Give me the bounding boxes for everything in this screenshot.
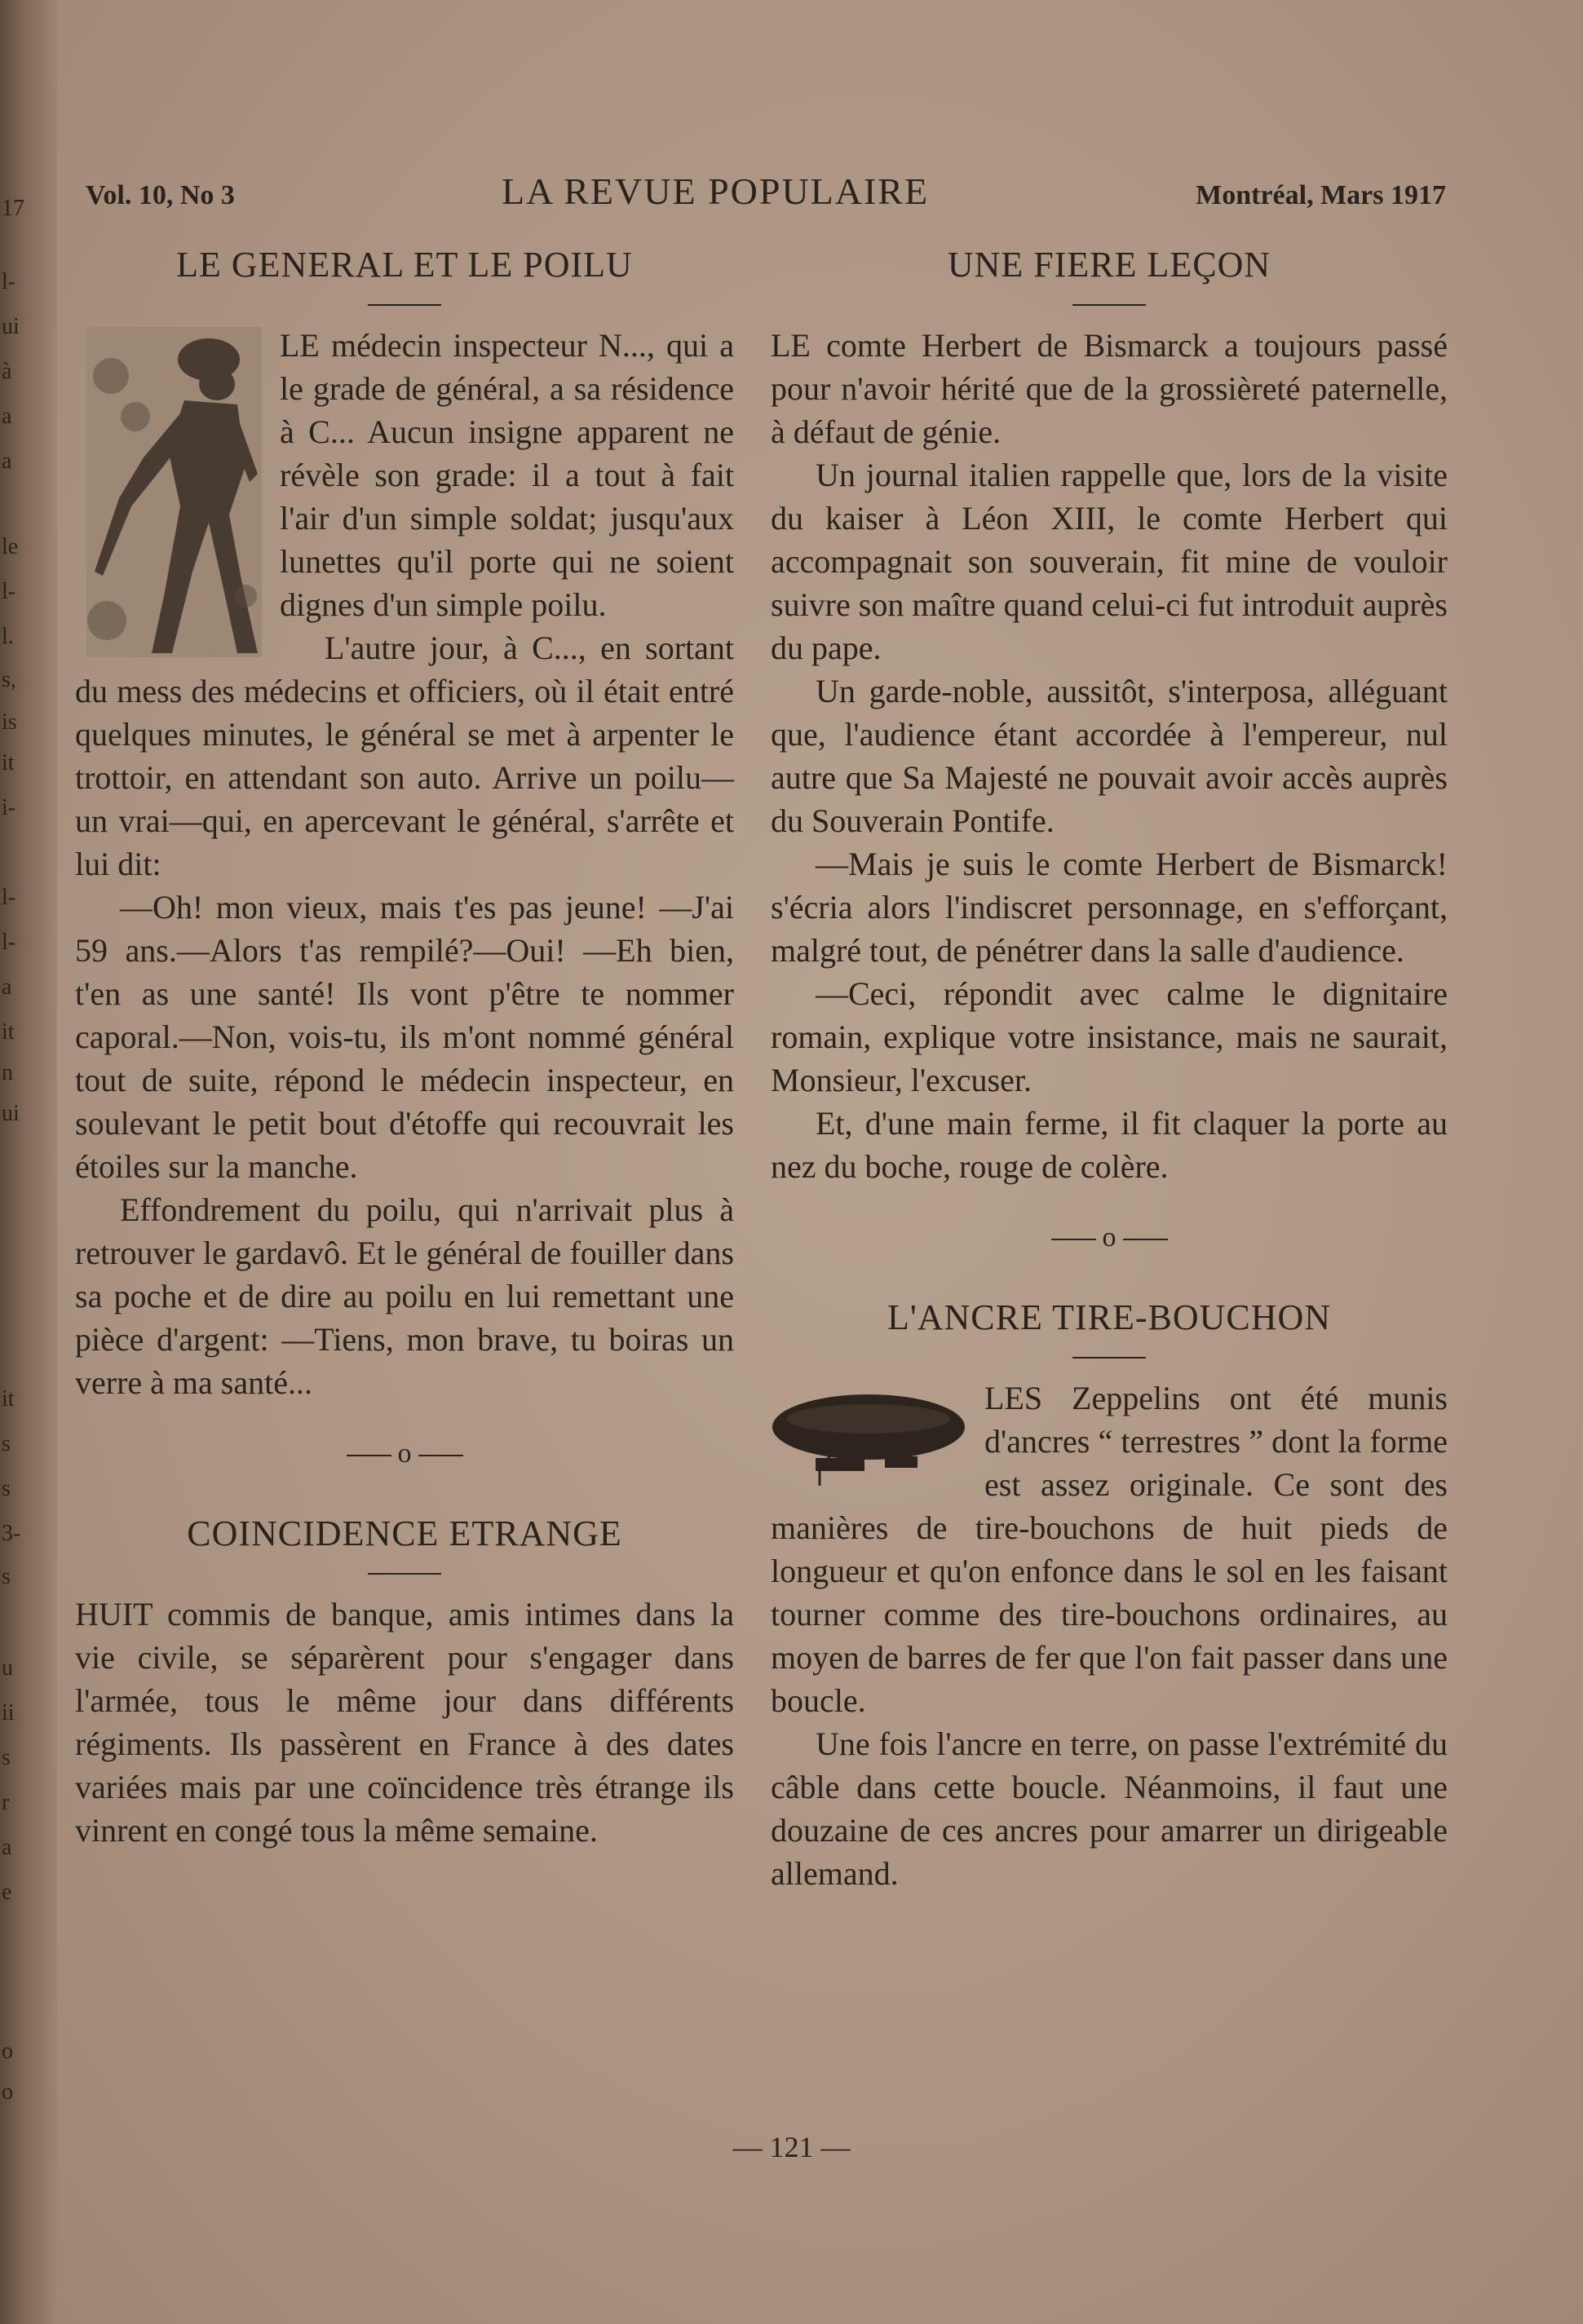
binding-shadow xyxy=(0,0,57,2324)
article-paragraph: L'autre jour, à C..., en sortant du mess des médecins et officiers, où il était entré quelques minutes, le général se met à arpenter le trottoir, en attendant son auto. Arrive un poilu—un vrai—qui, en apercevant le général, s'arrête et lui dit: xyxy=(75,630,734,882)
issue-date: Montréal, Mars 1917 xyxy=(1196,180,1446,210)
article-general-poilu xyxy=(75,241,734,1404)
article-coincidence xyxy=(75,1509,734,1852)
bleed-fragment: l. xyxy=(2,624,14,649)
article-paragraph: Un garde-noble, aussitôt, s'interposa, alléguant que, l'audience étant accordée à l'empereur, nul autre que Sa Majesté ne pouvait avoir accès auprès du Souverain Pontife. xyxy=(771,673,1448,839)
right-column xyxy=(771,241,1448,1895)
page-number: — 121 — xyxy=(732,2131,851,2163)
article-paragraph: Un journal italien rappelle que, lors de la visite du kaiser à Léon XIII, le comte Herbert qui accompagnait son souverain, fit mine de vouloir suivre son maître quand celui-ci fut introduit auprès du pape. xyxy=(771,457,1448,666)
article-paragraph: Et, d'une main ferme, il fit claquer la porte au nez du boche, rouge de colère. xyxy=(771,1105,1448,1185)
bleed-fragment: s xyxy=(2,1476,11,1501)
bleed-fragment: it xyxy=(2,750,15,775)
bleed-fragment: i- xyxy=(2,795,16,820)
article-paragraph: —Ceci, répondit avec calme le dignitaire romain, explique votre insistance, mais ne saurait, Monsieur, l'excuser. xyxy=(771,975,1448,1098)
bleed-fragment: a xyxy=(2,448,12,474)
article-title: L'ANCRE TIRE-BOUCHON xyxy=(887,1297,1332,1337)
bleed-fragment: l- xyxy=(2,885,16,910)
bleed-fragment: e xyxy=(2,1880,12,1905)
article-paragraph: —Oh! mon vieux, mais t'es pas jeune! —J'ai 59 ans.—Alors t'as rempilé?—Oui! —Eh bien, t'en as une santé! Ils vont p'être te nommer caporal.—Non, vois-tu, ils m'ont nommé général tout de suite, répond le médecin inspecteur, en soulevant le petit bout d'étoffe qui recouvrait les étoiles sur la manche. xyxy=(75,889,734,1185)
title-rule xyxy=(368,304,441,306)
article-paragraph: —Mais je suis le comte Herbert de Bismarck! s'écria alors l'indiscret personnage, en s'efforçant, malgré tout, de pénétrer dans la salle d'audience. xyxy=(771,846,1448,969)
title-rule xyxy=(1072,1357,1146,1359)
bleed-fragment: o xyxy=(2,2079,13,2105)
bleed-fragment: l- xyxy=(2,269,16,294)
bleed-fragment: l- xyxy=(2,579,16,604)
bleed-fragment: 3- xyxy=(2,1521,21,1546)
article-paragraph: Effondrement du poilu, qui n'arrivait plus à retrouver le gardavô. Et le général de fouiller dans sa poche et de dire au poilu en lui remettant une pièce d'argent: —Tiens, mon brave, tu boiras un verre à ma santé... xyxy=(75,1191,734,1401)
article-ancre xyxy=(771,1293,1448,1895)
soldier-illustration xyxy=(86,327,262,657)
bleed-fragment: o xyxy=(2,2039,13,2064)
bleed-fragment: s, xyxy=(2,667,16,692)
article-paragraph: Une fois l'ancre en terre, on passe l'extrémité du câble dans cette boucle. Néanmoins, il faut une douzaine de ces ancres pour amarrer un dirigeable allemand. xyxy=(771,1725,1448,1892)
bleed-fragment: l- xyxy=(2,930,16,955)
bleed-fragment: a xyxy=(2,974,12,1000)
bleed-fragment: s xyxy=(2,1564,11,1589)
bleed-fragment: r xyxy=(2,1790,10,1815)
bleed-fragment: à xyxy=(2,359,12,384)
bleed-fragment: a xyxy=(2,404,12,429)
article-fiere-lecon xyxy=(771,241,1448,1188)
bleed-fragment: it xyxy=(2,1386,15,1412)
bleed-fragment: s xyxy=(2,1431,11,1456)
bleed-fragment: is xyxy=(2,709,17,735)
magazine-title: LA REVUE POPULAIRE xyxy=(501,170,930,212)
left-column xyxy=(75,241,734,1852)
article-paragraph: HUIT commis de banque, amis intimes dans la vie civile, se séparèrent pour s'engager dans l'armée, tous le même jour dans différents régiments. Ils passèrent en France à des dates variées mais par une coïncidence très étrange ils vinrent en congé tous la même semaine. xyxy=(75,1596,734,1849)
bleed-fragment: 17 xyxy=(2,196,24,221)
article-paragraph: LE comte Herbert de Bismarck a toujours passé pour n'avoir hérité que de la grossièreté paternelle, à défaut de génie. xyxy=(771,327,1448,450)
article-title: LE GENERAL ET LE POILU xyxy=(176,245,633,285)
article-title: UNE FIERE LEÇON xyxy=(947,245,1271,285)
bleed-fragment: ii xyxy=(2,1700,15,1725)
bleed-fragment: it xyxy=(2,1019,15,1045)
article-paragraph: LES Zeppelins ont été munis d'ancres “ terrestres ” dont la forme est assez originale. Ce sont des manières de tire-bouchons de huit pieds de longueur et qu'on enfonce dans le sol en les faisant tourner comme des tire-bouchons ordinaires, au moyen de barres de fer que l'on fait passer dans une boucle. xyxy=(771,1380,1448,1719)
bleed-fragment: n xyxy=(2,1060,13,1085)
zeppelin-illustration xyxy=(771,1386,966,1492)
section-separator: o xyxy=(771,1216,1448,1259)
bleed-fragment: u xyxy=(2,1655,13,1681)
bleed-fragment: a xyxy=(2,1835,12,1860)
bleed-fragment: s xyxy=(2,1745,11,1770)
article-title: COINCIDENCE ETRANGE xyxy=(187,1513,622,1553)
article-paragraph: LE médecin inspecteur N..., qui a le grade de général, a sa résidence à C... Aucun insigne apparent ne révèle son grade: il a tout à fait l'air d'un simple soldat; jusqu'aux lunettes qu'il porte qui ne soient dignes d'un simple poilu. xyxy=(280,327,734,623)
bleed-fragment: ui xyxy=(2,1101,20,1126)
running-header xyxy=(86,170,1446,213)
title-rule xyxy=(368,1573,441,1575)
bleed-fragment: le xyxy=(2,534,19,559)
title-rule xyxy=(1072,304,1146,306)
volume-number: Vol. 10, No 3 xyxy=(86,180,235,210)
bleed-fragment: ui xyxy=(2,314,20,339)
section-separator: o xyxy=(75,1432,734,1475)
